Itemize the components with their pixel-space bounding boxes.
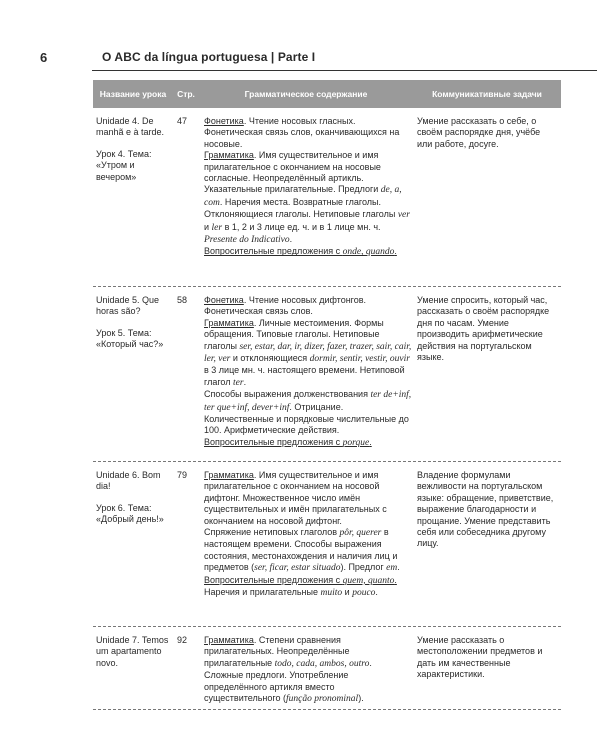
grammar-content bbox=[204, 635, 412, 705]
grammar-paragraph bbox=[204, 389, 412, 437]
text-run: и bbox=[204, 221, 212, 232]
text-run: Фонетика bbox=[204, 295, 244, 305]
page-ref: 92 bbox=[177, 635, 188, 645]
lesson-cell bbox=[96, 295, 170, 351]
page-ref: 47 bbox=[177, 116, 188, 126]
text-run: . Сложные предлоги. Употребление определённого артикля вместо существительного ( bbox=[204, 657, 372, 704]
text-run: в 1, 2 и 3 лице ед. ч. и в 1 лице мн. ч. bbox=[222, 221, 381, 232]
grammar-paragraph bbox=[204, 150, 412, 246]
grammar-paragraph bbox=[204, 470, 412, 527]
communicative-tasks: Умение спросить, который час, рассказать о своём распорядке дня по часам. Умение производить арифметические действия на португальском языке. bbox=[417, 295, 550, 363]
text-run: pôr, querer bbox=[339, 528, 382, 539]
text-run: . Чтение носовых дифтонгов. bbox=[243, 295, 367, 305]
header-page: Стр. bbox=[177, 89, 195, 99]
text-run: и bbox=[342, 587, 353, 598]
grammar-paragraph bbox=[204, 116, 412, 127]
grammar-paragraph bbox=[204, 246, 412, 258]
text-run: . Отрицание. Количественные и порядковые числительные до 100. Арифметические действия. bbox=[204, 401, 409, 436]
lesson-cell bbox=[96, 635, 170, 669]
text-run: ler bbox=[211, 222, 223, 233]
text-run: todo, cada, ambos, outro bbox=[274, 658, 370, 669]
header-rule bbox=[92, 70, 597, 71]
text-run: Вопросительные предложения с bbox=[204, 574, 343, 585]
text-run: em bbox=[386, 563, 398, 574]
text-run: muito bbox=[320, 588, 343, 599]
communicative-tasks: Умение рассказать о местоположении предметов и дать им качественные характеристики. bbox=[417, 635, 543, 680]
lesson-title: Урок 4. Тема: «Утром и вечером» bbox=[96, 148, 152, 182]
text-run: в 3 лице мн. ч. настоящего времени. Нетиповой глагол bbox=[204, 365, 405, 387]
text-run: Грамматика bbox=[204, 317, 254, 328]
page-title: O ABC da língua portuguesa | Parte I bbox=[102, 50, 316, 64]
grammar-paragraph bbox=[204, 587, 412, 599]
text-run: . bbox=[394, 574, 397, 585]
text-run: ver bbox=[397, 210, 410, 221]
text-run: Фонетическая связь слов. bbox=[204, 306, 313, 317]
text-run: . bbox=[243, 376, 247, 387]
text-run: Грамматика bbox=[204, 150, 254, 161]
grammar-content bbox=[204, 470, 412, 599]
lesson-cell bbox=[96, 470, 170, 526]
lesson-title: Урок 6. Тема: «Добрый день!» bbox=[96, 502, 164, 525]
text-run: . bbox=[289, 234, 293, 245]
grammar-paragraph bbox=[204, 306, 412, 317]
text-run: quem, quanto bbox=[342, 575, 395, 586]
text-run: Способы выражения долженствования bbox=[204, 389, 371, 400]
page-ref: 79 bbox=[177, 470, 188, 480]
text-run: porque bbox=[342, 437, 370, 448]
text-run: Грамматика bbox=[204, 635, 254, 645]
text-run: . bbox=[394, 246, 397, 257]
text-run: ter de+inf, ter que+inf, dever+inf bbox=[204, 390, 412, 413]
text-run: Presente do Indicativo bbox=[204, 235, 290, 246]
text-run: ). bbox=[358, 693, 364, 704]
text-run: dormir, sentir, vestir, ouvir bbox=[309, 354, 410, 365]
unit-title: Unidade 6. Bom dia! bbox=[96, 470, 161, 492]
grammar-paragraph bbox=[204, 127, 412, 150]
text-run: de, a, com bbox=[204, 185, 402, 208]
lesson-title: Урок 5. Тема: «Который час?» bbox=[96, 327, 164, 350]
grammar-paragraph bbox=[204, 295, 412, 306]
text-run: Фонетическая связь слов, оканчивающихся на носовые. bbox=[204, 127, 400, 149]
text-run: onde, quando bbox=[342, 247, 395, 258]
text-run: Вопросительные предложения с bbox=[204, 246, 343, 257]
page-header bbox=[40, 50, 560, 70]
text-run: ser, estar, dar, ir, dizer, fazer, trazer, sair, cair, ler, ver bbox=[204, 341, 412, 365]
header-lesson: Название урока bbox=[99, 89, 167, 99]
grammar-paragraph bbox=[204, 635, 412, 705]
table-row bbox=[93, 108, 561, 286]
table-header bbox=[93, 80, 561, 108]
syllabus-table bbox=[93, 80, 561, 710]
text-run: . Чтение носовых гласных. bbox=[243, 116, 356, 126]
grammar-paragraph bbox=[204, 318, 412, 389]
text-run: pouco bbox=[352, 588, 376, 599]
table-row bbox=[93, 462, 561, 626]
text-run: . bbox=[369, 436, 372, 447]
page-number: 6 bbox=[40, 50, 48, 65]
text-run: ser, ficar, estar situado bbox=[254, 563, 341, 574]
grammar-paragraph bbox=[204, 527, 412, 575]
header-grammar: Грамматическое содержание bbox=[244, 89, 368, 99]
text-run: . Личные местоимения. Формы обращения. Типовые глаголы. Нетиповые глаголы bbox=[204, 317, 384, 351]
text-run: ). Предлог bbox=[340, 562, 387, 573]
grammar-content bbox=[204, 295, 412, 449]
text-run: Грамматика bbox=[204, 470, 254, 480]
text-run: função pronominal bbox=[285, 694, 359, 705]
grammar-paragraph bbox=[204, 437, 412, 449]
unit-title: Unidade 7. Temos um apartamento novo. bbox=[96, 635, 169, 668]
text-run: ter bbox=[233, 377, 244, 388]
page-ref: 58 bbox=[177, 295, 188, 305]
text-run: . bbox=[397, 562, 400, 573]
text-run: . Имя существительное и имя прилагательное с окончанием на носовой дифтонг. Множественное число имён существительных и имён прилагательных с окончанием на носовой дифтонг. bbox=[204, 470, 387, 526]
table-row bbox=[93, 627, 561, 709]
text-run: в настоящем времени. Способы выражения состояния, местонахождения и наличия лиц и предметов ( bbox=[204, 527, 398, 573]
text-run: . Наречия места. Возвратные глаголы. Отклоняющиеся глаголы. Нетиповые глаголы bbox=[204, 196, 398, 220]
lesson-cell bbox=[96, 116, 170, 183]
text-run: Наречия и прилагательные bbox=[204, 587, 321, 598]
communicative-tasks: Владение формулами вежливости на португальском языке: обращение, приветствие, выражение благодарности и прощание. Умение представить себя или собеседника другому лицу. bbox=[417, 470, 554, 549]
text-run: . bbox=[375, 587, 378, 598]
text-run: и отклоняющиеся bbox=[230, 353, 310, 364]
text-run: Фонетика bbox=[204, 116, 244, 126]
table-row bbox=[93, 287, 561, 461]
unit-title: Unidade 5. Que horas são? bbox=[96, 295, 160, 317]
unit-title: Unidade 4. De manhã e à tarde. bbox=[96, 116, 165, 138]
text-run: . Имя существительное и имя прилагательное с окончанием на носовые согласные. Неопределённый артикль. Указательные прилагательные. Предлоги bbox=[204, 150, 381, 195]
text-run: Вопросительные предложения с bbox=[204, 436, 343, 447]
text-run: Спряжение нетиповых глаголов bbox=[204, 527, 340, 538]
grammar-content bbox=[204, 116, 412, 259]
grammar-paragraph bbox=[204, 575, 412, 587]
communicative-tasks: Умение рассказать о себе, о своём распорядке дня, учёбе или работе, досуге. bbox=[417, 116, 541, 149]
row-divider bbox=[93, 709, 561, 710]
text-run: . Степени сравнения прилагательных. Неопределённые прилагательные bbox=[204, 635, 350, 668]
header-tasks: Коммуникативные задачи bbox=[432, 89, 542, 99]
